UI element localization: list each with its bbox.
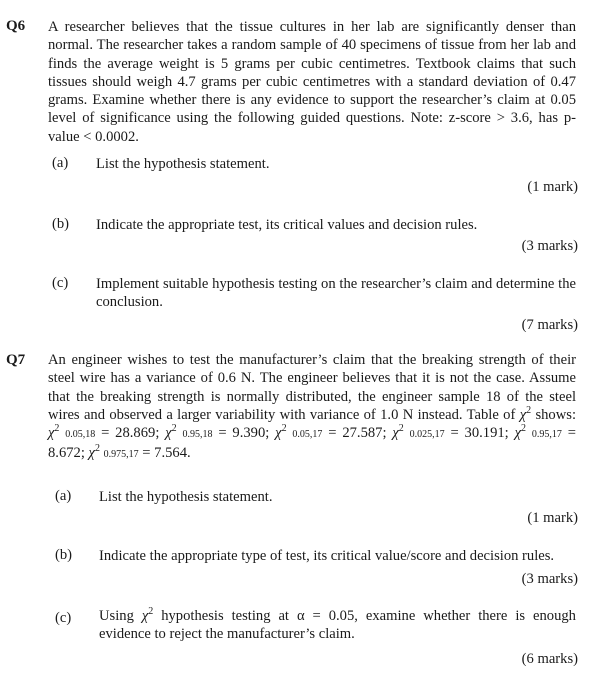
q7-part-a-text: List the hypothesis statement. <box>99 489 273 505</box>
q6-part-c-marks: (7 marks) <box>521 317 578 333</box>
q6-part-a-marks: (1 mark) <box>527 179 578 195</box>
q6-part-a-label: (a) <box>52 155 69 171</box>
chi-table-entry: $\chi^2$ 0.95,18 = 9.390; <box>165 423 270 442</box>
q6-part-b-marks: (3 marks) <box>521 238 578 254</box>
question-6-number: Q6 <box>6 18 26 34</box>
q7-part-c-text-before: Using <box>99 608 134 624</box>
q7-part-c-text <box>99 607 576 644</box>
q7-part-c-label: (c) <box>55 610 72 626</box>
question-6-stem: A researcher believes that the tissue cultures in her lab are significantly denser than normal. The researcher takes a random sample of 40 specimens of tissue from her lab and finds the average weight is 5 grams per cubic centimetres. Textbook claims that such tissues should weigh 4.7 grams per cubic centimetres with a standard deviation of 0.47 grams. Examine whether there is any evidence to support the researcher’s claim at 0.05 level of significance using the following guided questions. Note: z-score > 3.6, has p-value < 0.0002. <box>48 19 576 145</box>
chi-table-entry: $\chi^2$ 0.975,17 = 7.564. <box>88 443 191 462</box>
question-7-stem <box>48 351 576 465</box>
q6-part-c-label: (c) <box>52 275 69 291</box>
q7-part-b-text: Indicate the appropriate type of test, its critical value/score and decision rules. <box>99 548 555 564</box>
q7-part-b-label: (b) <box>55 547 73 563</box>
q7-part-b-marks: (3 marks) <box>521 571 578 587</box>
q7-part-c-text-after: hypothesis testing at α = 0.05, examine whether there is enough evidence to reject the manufacturer’s claim. <box>99 608 576 643</box>
q6-part-b-text: Indicate the appropriate test, its critical values and decision rules. <box>96 217 478 233</box>
q7-stem-intro: An engineer wishes to test the manufacturer’s claim that the breaking strength of their steel wire has a variance of 0.6 N. The engineer believes that it is not the case. Assume that the breaking strength is normally distributed, the engineer sample 18 of the steel wires and observed a larger variability with variance of 1.0 N instead. Table of <box>48 352 576 423</box>
q7-shows-text: shows: <box>535 406 576 423</box>
chi-symbol: χ <box>519 406 527 423</box>
q7-part-a-label: (a) <box>55 488 72 504</box>
chi-table-entry: $\chi^2$ 0.05,18 = 28.869; <box>48 423 160 442</box>
chi-symbol: χ <box>141 608 149 624</box>
question-7-number: Q7 <box>6 352 26 368</box>
chi-exponent: 2 <box>526 405 532 417</box>
chi-exponent: 2 <box>148 606 154 618</box>
q7-part-c-marks: (6 marks) <box>521 651 578 667</box>
chi-table-entry: $\chi^2$ 0.05,17 = 27.587; <box>275 423 387 442</box>
chi-table-entry: $\chi^2$ 0.95,17 = 8.672; <box>48 423 576 462</box>
q7-part-a-marks: (1 mark) <box>527 510 578 526</box>
q6-part-a-text: List the hypothesis statement. <box>96 156 270 172</box>
q6-part-b-label: (b) <box>52 216 70 232</box>
chi-table-entry: $\chi^2$ 0.025,17 = 30.191; <box>392 423 509 442</box>
q6-part-c-text: Implement suitable hypothesis testing on the researcher’s claim and determine the conclusion. <box>96 276 576 311</box>
